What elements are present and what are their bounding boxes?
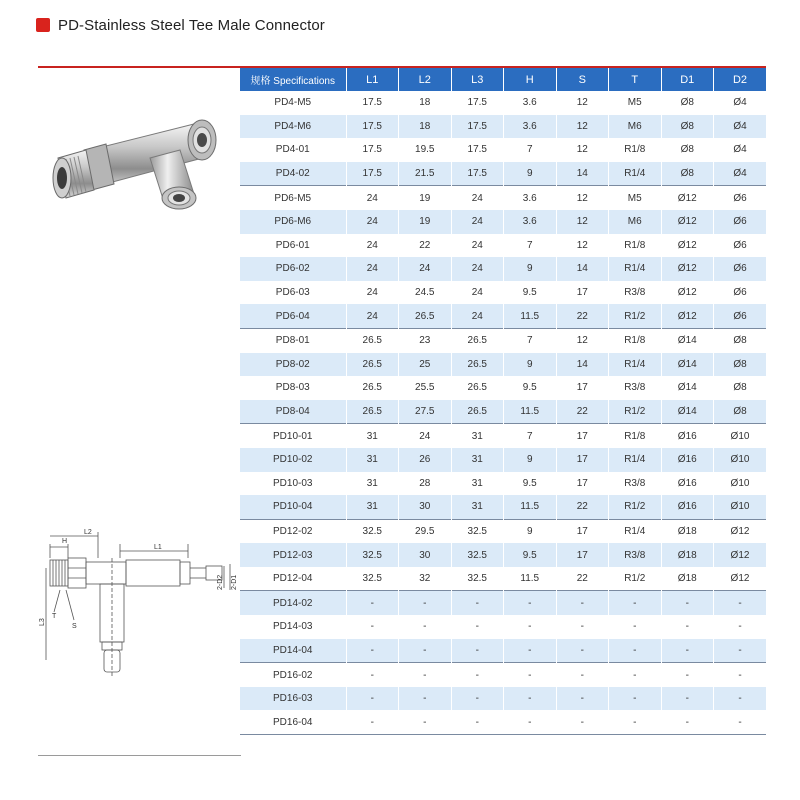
l1-cell: 17.5 <box>346 162 399 186</box>
table-row <box>240 472 766 496</box>
h-cell: - <box>504 710 557 734</box>
d2-cell: Ø12 <box>714 543 767 567</box>
t-cell: - <box>609 615 662 639</box>
h-cell: 9.5 <box>504 281 557 305</box>
t-cell: R3/8 <box>609 281 662 305</box>
s-cell: 17 <box>556 472 609 496</box>
table-row <box>240 591 766 615</box>
l3-cell: 32.5 <box>451 543 504 567</box>
dim-label-s: S <box>72 623 77 630</box>
d2-cell: Ø10 <box>714 495 767 519</box>
d2-cell: Ø10 <box>714 472 767 496</box>
spec-cell: PD4-02 <box>240 162 346 186</box>
l1-cell: 32.5 <box>346 543 399 567</box>
d2-cell: - <box>714 663 767 687</box>
h-cell: 9 <box>504 257 557 281</box>
l3-cell: 26.5 <box>451 328 504 352</box>
dim-label-l2: L2 <box>84 529 92 536</box>
t-cell: R3/8 <box>609 376 662 400</box>
t-cell: - <box>609 639 662 663</box>
spec-cell: PD14-03 <box>240 615 346 639</box>
d2-header: D2 <box>714 67 767 91</box>
h-cell: 3.6 <box>504 91 557 115</box>
l1-cell: - <box>346 710 399 734</box>
l3-cell: - <box>451 687 504 711</box>
d1-cell: Ø14 <box>661 400 714 424</box>
s-cell: - <box>556 710 609 734</box>
l3-cell: 17.5 <box>451 115 504 139</box>
table-row <box>240 281 766 305</box>
l2-header: L2 <box>399 67 452 91</box>
t-header: T <box>609 67 662 91</box>
spec-cell: PD8-02 <box>240 353 346 377</box>
spec-header: 规格 Specifications <box>240 67 346 91</box>
t-cell: R1/4 <box>609 353 662 377</box>
d2-cell: Ø8 <box>714 376 767 400</box>
table-row <box>240 210 766 234</box>
table-row <box>240 353 766 377</box>
table-row <box>240 234 766 258</box>
d2-cell: Ø4 <box>714 138 767 162</box>
table-row <box>240 424 766 448</box>
h-cell: - <box>504 615 557 639</box>
d2-cell: - <box>714 687 767 711</box>
s-header: S <box>556 67 609 91</box>
l2-cell: 19 <box>399 210 452 234</box>
l1-cell: 26.5 <box>346 353 399 377</box>
t-cell: R1/4 <box>609 162 662 186</box>
d1-cell: Ø8 <box>661 162 714 186</box>
d1-cell: Ø12 <box>661 234 714 258</box>
s-cell: - <box>556 639 609 663</box>
h-cell: 9.5 <box>504 543 557 567</box>
spec-cell: PD12-04 <box>240 567 346 591</box>
spec-cell: PD6-M6 <box>240 210 346 234</box>
d1-cell: Ø16 <box>661 424 714 448</box>
d1-cell: Ø12 <box>661 281 714 305</box>
l3-cell: 24 <box>451 304 504 328</box>
h-cell: 9 <box>504 448 557 472</box>
l2-cell: 21.5 <box>399 162 452 186</box>
d1-cell: Ø8 <box>661 115 714 139</box>
d2-cell: Ø6 <box>714 186 767 210</box>
spec-cell: PD10-02 <box>240 448 346 472</box>
table-row <box>240 400 766 424</box>
l1-cell: 31 <box>346 424 399 448</box>
l1-cell: 31 <box>346 448 399 472</box>
d1-cell: Ø12 <box>661 257 714 281</box>
h-cell: - <box>504 663 557 687</box>
table-row <box>240 543 766 567</box>
table-body <box>240 91 766 735</box>
table-row <box>240 376 766 400</box>
s-cell: 12 <box>556 234 609 258</box>
spec-cell: PD4-01 <box>240 138 346 162</box>
t-cell: R1/4 <box>609 257 662 281</box>
spec-cell: PD6-M5 <box>240 186 346 210</box>
spec-cell: PD16-04 <box>240 710 346 734</box>
table-row <box>240 448 766 472</box>
l2-cell: 22 <box>399 234 452 258</box>
d1-cell: - <box>661 710 714 734</box>
s-cell: 12 <box>556 115 609 139</box>
h-cell: 9 <box>504 353 557 377</box>
l2-cell: - <box>399 639 452 663</box>
l3-cell: 26.5 <box>451 353 504 377</box>
t-cell: R1/4 <box>609 519 662 543</box>
s-cell: 17 <box>556 519 609 543</box>
l2-cell: 25 <box>399 353 452 377</box>
page-title: PD-Stainless Steel Tee Male Connector <box>58 16 325 34</box>
h-cell: 9.5 <box>504 472 557 496</box>
spec-cell: PD12-02 <box>240 519 346 543</box>
d1-cell: Ø8 <box>661 91 714 115</box>
l1-cell: 24 <box>346 281 399 305</box>
l2-cell: 19.5 <box>399 138 452 162</box>
d1-cell: - <box>661 663 714 687</box>
l3-cell: 24 <box>451 186 504 210</box>
l1-cell: 24 <box>346 304 399 328</box>
l3-cell: 24 <box>451 281 504 305</box>
d2-cell: - <box>714 710 767 734</box>
dim-label-l3: L3 <box>39 618 46 626</box>
dim-label-d1: 2-D1 <box>231 574 238 590</box>
l2-cell: 32 <box>399 567 452 591</box>
l3-cell: - <box>451 639 504 663</box>
dim-label-t: T <box>52 613 57 620</box>
l2-cell: 29.5 <box>399 519 452 543</box>
l3-cell: 24 <box>451 210 504 234</box>
d2-cell: Ø10 <box>714 448 767 472</box>
spec-cell: PD8-04 <box>240 400 346 424</box>
spec-cell: PD10-04 <box>240 495 346 519</box>
l3-cell: - <box>451 710 504 734</box>
d2-cell: Ø4 <box>714 115 767 139</box>
d2-cell: Ø6 <box>714 257 767 281</box>
t-cell: - <box>609 687 662 711</box>
l2-cell: 25.5 <box>399 376 452 400</box>
d1-cell: Ø16 <box>661 448 714 472</box>
l3-cell: 17.5 <box>451 162 504 186</box>
h-cell: 11.5 <box>504 400 557 424</box>
l1-cell: 32.5 <box>346 519 399 543</box>
d1-cell: Ø14 <box>661 328 714 352</box>
s-cell: 17 <box>556 448 609 472</box>
d2-cell: Ø6 <box>714 304 767 328</box>
l1-cell: 26.5 <box>346 376 399 400</box>
l1-cell: 24 <box>346 234 399 258</box>
l3-header: L3 <box>451 67 504 91</box>
h-cell: 7 <box>504 138 557 162</box>
d2-cell: Ø10 <box>714 424 767 448</box>
d2-cell: Ø12 <box>714 567 767 591</box>
d1-cell: Ø18 <box>661 567 714 591</box>
table-row <box>240 91 766 115</box>
d2-cell: Ø8 <box>714 400 767 424</box>
t-cell: M5 <box>609 186 662 210</box>
table-row <box>240 519 766 543</box>
s-cell: 12 <box>556 186 609 210</box>
table-row <box>240 615 766 639</box>
spec-cell: PD12-03 <box>240 543 346 567</box>
l3-cell: 17.5 <box>451 91 504 115</box>
table-row <box>240 304 766 328</box>
d1-cell: - <box>661 615 714 639</box>
spec-cell: PD8-03 <box>240 376 346 400</box>
l1-header: L1 <box>346 67 399 91</box>
dimension-drawing <box>38 528 238 680</box>
d1-cell: Ø8 <box>661 138 714 162</box>
h-cell: 9.5 <box>504 376 557 400</box>
l1-cell: 31 <box>346 495 399 519</box>
l2-cell: 26 <box>399 448 452 472</box>
d2-cell: Ø6 <box>714 210 767 234</box>
l3-cell: 26.5 <box>451 400 504 424</box>
table-row <box>240 138 766 162</box>
l1-cell: - <box>346 687 399 711</box>
d1-cell: Ø12 <box>661 186 714 210</box>
spec-cell: PD6-02 <box>240 257 346 281</box>
s-cell: 12 <box>556 138 609 162</box>
l2-cell: 23 <box>399 328 452 352</box>
l2-cell: - <box>399 710 452 734</box>
table-row <box>240 639 766 663</box>
t-cell: R1/2 <box>609 495 662 519</box>
table-row <box>240 567 766 591</box>
d2-cell: Ø12 <box>714 519 767 543</box>
h-cell: 9 <box>504 162 557 186</box>
l1-cell: 26.5 <box>346 328 399 352</box>
dim-label-d2: 2-D2 <box>217 574 224 590</box>
d1-cell: - <box>661 591 714 615</box>
left-red-divider <box>38 66 241 68</box>
l1-cell: 24 <box>346 210 399 234</box>
d2-cell: - <box>714 615 767 639</box>
d2-cell: Ø6 <box>714 234 767 258</box>
t-cell: R1/8 <box>609 234 662 258</box>
d1-cell: Ø12 <box>661 304 714 328</box>
h-cell: 11.5 <box>504 567 557 591</box>
h-cell: - <box>504 687 557 711</box>
t-cell: R3/8 <box>609 472 662 496</box>
d2-cell: Ø4 <box>714 91 767 115</box>
t-cell: R1/8 <box>609 424 662 448</box>
spec-cell: PD4-M5 <box>240 91 346 115</box>
table-row <box>240 257 766 281</box>
s-cell: 17 <box>556 281 609 305</box>
l2-cell: 30 <box>399 495 452 519</box>
t-cell: R1/2 <box>609 567 662 591</box>
spec-table <box>240 66 766 735</box>
l3-cell: 24 <box>451 234 504 258</box>
l1-cell: 17.5 <box>346 138 399 162</box>
spec-cell: PD6-01 <box>240 234 346 258</box>
s-cell: - <box>556 663 609 687</box>
s-cell: 22 <box>556 400 609 424</box>
l2-cell: 27.5 <box>399 400 452 424</box>
d2-cell: - <box>714 591 767 615</box>
left-gray-divider <box>38 755 241 756</box>
s-cell: - <box>556 615 609 639</box>
d2-cell: Ø8 <box>714 353 767 377</box>
dim-label-l1: L1 <box>154 544 162 551</box>
page-header <box>36 14 325 36</box>
table-row <box>240 495 766 519</box>
t-cell: R3/8 <box>609 543 662 567</box>
product-photo <box>44 106 234 216</box>
s-cell: 17 <box>556 424 609 448</box>
spec-cell: PD16-03 <box>240 687 346 711</box>
d1-cell: Ø14 <box>661 376 714 400</box>
d1-cell: - <box>661 687 714 711</box>
spec-cell: PD16-02 <box>240 663 346 687</box>
l2-cell: 18 <box>399 115 452 139</box>
s-cell: 12 <box>556 210 609 234</box>
spec-cell: PD14-02 <box>240 591 346 615</box>
d2-cell: Ø8 <box>714 328 767 352</box>
spec-cell: PD8-01 <box>240 328 346 352</box>
d1-cell: Ø12 <box>661 210 714 234</box>
l3-cell: - <box>451 663 504 687</box>
l3-cell: 31 <box>451 424 504 448</box>
l2-cell: - <box>399 687 452 711</box>
d1-header: D1 <box>661 67 714 91</box>
d1-cell: Ø16 <box>661 495 714 519</box>
d1-cell: Ø16 <box>661 472 714 496</box>
t-cell: - <box>609 663 662 687</box>
t-cell: R1/2 <box>609 304 662 328</box>
h-cell: 3.6 <box>504 115 557 139</box>
t-cell: - <box>609 710 662 734</box>
l1-cell: 17.5 <box>346 91 399 115</box>
spec-cell: PD6-04 <box>240 304 346 328</box>
l1-cell: - <box>346 663 399 687</box>
d1-cell: Ø18 <box>661 519 714 543</box>
l1-cell: - <box>346 615 399 639</box>
l3-cell: 26.5 <box>451 376 504 400</box>
dim-label-h: H <box>62 538 68 545</box>
l1-cell: 32.5 <box>346 567 399 591</box>
t-cell: M6 <box>609 210 662 234</box>
t-cell: R1/8 <box>609 138 662 162</box>
s-cell: 17 <box>556 376 609 400</box>
s-cell: 12 <box>556 328 609 352</box>
t-cell: M6 <box>609 115 662 139</box>
table-row <box>240 710 766 734</box>
l3-cell: - <box>451 591 504 615</box>
l2-cell: 30 <box>399 543 452 567</box>
l1-cell: - <box>346 591 399 615</box>
l3-cell: 31 <box>451 448 504 472</box>
l1-cell: 26.5 <box>346 400 399 424</box>
table-row <box>240 328 766 352</box>
table-row <box>240 687 766 711</box>
table-row <box>240 115 766 139</box>
table-row <box>240 663 766 687</box>
spec-cell: PD6-03 <box>240 281 346 305</box>
d2-cell: - <box>714 639 767 663</box>
s-cell: 14 <box>556 162 609 186</box>
h-cell: 7 <box>504 328 557 352</box>
s-cell: 22 <box>556 304 609 328</box>
l2-cell: 24.5 <box>399 281 452 305</box>
d1-cell: Ø14 <box>661 353 714 377</box>
l1-cell: 17.5 <box>346 115 399 139</box>
h-cell: 11.5 <box>504 304 557 328</box>
t-cell: - <box>609 591 662 615</box>
t-cell: M5 <box>609 91 662 115</box>
l3-cell: 31 <box>451 495 504 519</box>
t-cell: R1/4 <box>609 448 662 472</box>
l1-cell: 24 <box>346 186 399 210</box>
l2-cell: 24 <box>399 257 452 281</box>
l1-cell: 31 <box>346 472 399 496</box>
l3-cell: 24 <box>451 257 504 281</box>
h-header: H <box>504 67 557 91</box>
spec-cell: PD10-03 <box>240 472 346 496</box>
l1-cell: 24 <box>346 257 399 281</box>
l2-cell: 26.5 <box>399 304 452 328</box>
l3-cell: 17.5 <box>451 138 504 162</box>
l2-cell: 24 <box>399 424 452 448</box>
spec-cell: PD14-04 <box>240 639 346 663</box>
d2-cell: Ø6 <box>714 281 767 305</box>
table-row <box>240 162 766 186</box>
l1-cell: - <box>346 639 399 663</box>
l2-cell: - <box>399 663 452 687</box>
s-cell: 12 <box>556 91 609 115</box>
h-cell: - <box>504 639 557 663</box>
s-cell: 22 <box>556 567 609 591</box>
s-cell: 17 <box>556 543 609 567</box>
l2-cell: 19 <box>399 186 452 210</box>
h-cell: 7 <box>504 424 557 448</box>
h-cell: 9 <box>504 519 557 543</box>
d1-cell: Ø18 <box>661 543 714 567</box>
s-cell: 22 <box>556 495 609 519</box>
s-cell: 14 <box>556 353 609 377</box>
l2-cell: 18 <box>399 91 452 115</box>
s-cell: - <box>556 591 609 615</box>
t-cell: R1/8 <box>609 328 662 352</box>
h-cell: 3.6 <box>504 186 557 210</box>
l2-cell: - <box>399 591 452 615</box>
l3-cell: 32.5 <box>451 519 504 543</box>
title-bullet-icon <box>36 18 50 32</box>
l2-cell: 28 <box>399 472 452 496</box>
d2-cell: Ø4 <box>714 162 767 186</box>
s-cell: - <box>556 687 609 711</box>
h-cell: 11.5 <box>504 495 557 519</box>
table-header-row <box>240 67 766 91</box>
l2-cell: - <box>399 615 452 639</box>
s-cell: 14 <box>556 257 609 281</box>
spec-cell: PD4-M6 <box>240 115 346 139</box>
l3-cell: 32.5 <box>451 567 504 591</box>
h-cell: 3.6 <box>504 210 557 234</box>
l3-cell: - <box>451 615 504 639</box>
table-row <box>240 186 766 210</box>
h-cell: 7 <box>504 234 557 258</box>
l3-cell: 31 <box>451 472 504 496</box>
h-cell: - <box>504 591 557 615</box>
d1-cell: - <box>661 639 714 663</box>
t-cell: R1/2 <box>609 400 662 424</box>
spec-cell: PD10-01 <box>240 424 346 448</box>
